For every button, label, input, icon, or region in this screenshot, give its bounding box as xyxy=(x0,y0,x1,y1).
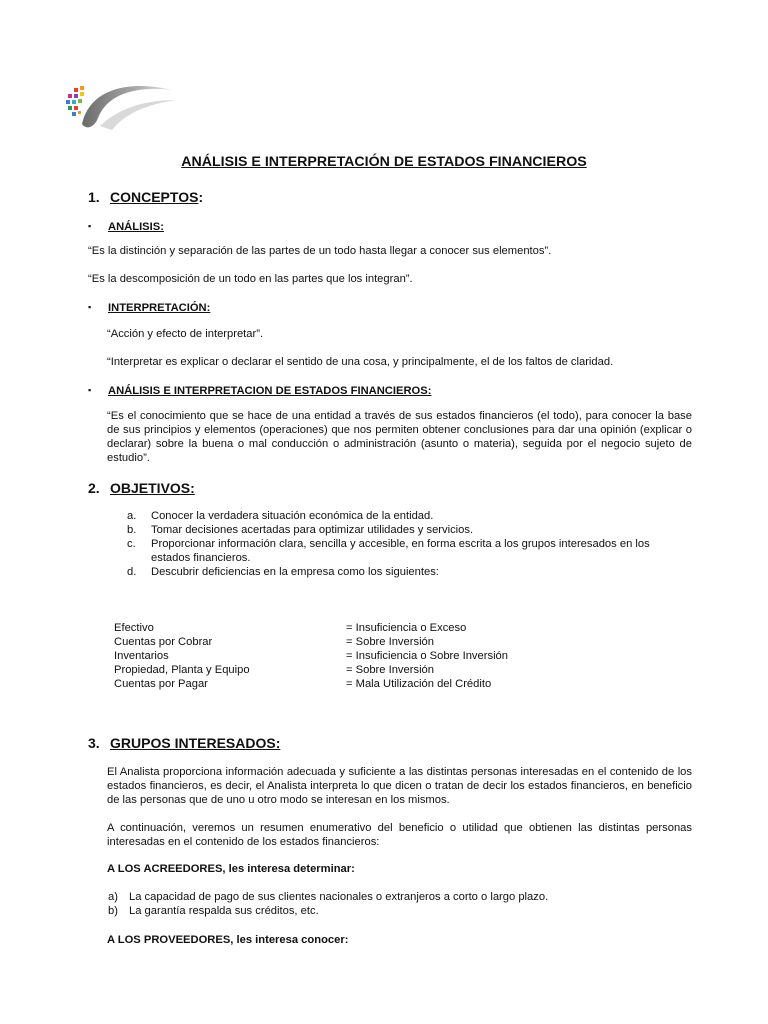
table-row xyxy=(114,649,534,663)
result-cell: = Sobre Inversión xyxy=(346,664,434,676)
section-1-number: 1. xyxy=(88,189,100,205)
section-3-number: 3. xyxy=(88,735,100,751)
list-item: d. Descubrir deficiencias en la empresa como los siguientes: xyxy=(127,566,439,578)
result-cell: = Insuficiencia o Sobre Inversión xyxy=(346,650,509,662)
grupos-paragraph-2: A continuación, veremos un resumen enumerativo del beneficio o utilidad que obtienen las distintas personas interesadas en el contenido de los estados financieros: xyxy=(107,822,692,848)
interpretacion-heading xyxy=(88,300,210,315)
bullet-icon: ▪ xyxy=(88,385,92,395)
aie-label: ANÁLISIS E INTERPRETACION DE ESTADOS FINANCIEROS: xyxy=(108,385,432,397)
objetivos-list xyxy=(127,509,650,579)
analisis-definition-2: “Es la descomposición de un todo en las partes que los integran”. xyxy=(88,273,413,285)
result-cell: = Sobre Inversión xyxy=(346,636,434,648)
list-item: b. Tomar decisiones acertadas para optimizar utilidades y servicios. xyxy=(127,524,474,536)
section-1-heading xyxy=(88,188,203,206)
account-cell: Inventarios xyxy=(114,650,169,662)
section-3-title: GRUPOS INTERESADOS: xyxy=(110,735,281,751)
aie-definition: “Es el conocimiento que se hace de una entidad a través de sus estados financieros (el todo), para conocer la base de sus principios y elementos (operaciones) que nos permiten obtener conclusiones para dar una opinión (explicar o declarar) sobre la buena o mal conducción o administración (asunto o materia), seguida por el negocio sujeto de estudio”. xyxy=(107,410,692,464)
section-3-heading xyxy=(88,734,280,752)
section-1-title: CONCEPTOS xyxy=(110,189,199,205)
section-2-number: 2. xyxy=(88,480,100,496)
interpretacion-definition-1: “Acción y efecto de interpretar”. xyxy=(107,328,264,340)
result-cell: = Mala Utilización del Crédito xyxy=(346,678,492,690)
company-logo xyxy=(60,78,180,134)
acreedores-list xyxy=(108,890,548,918)
table-row xyxy=(114,621,534,635)
analisis-heading xyxy=(88,219,164,234)
account-cell: Propiedad, Planta y Equipo xyxy=(114,664,250,676)
section-1-colon: : xyxy=(198,189,204,205)
section-2-title: OBJETIVOS: xyxy=(110,480,195,496)
grupos-paragraph-1: El Analista proporciona información adecuada y suficiente a las distintas personas interesadas en el contenido de los estados financieros, es decir, el Analista interpreta lo que dicen o tratan de decir los estados financieros, en beneficio de las personas que de uno u otro modo se interesan en los mismos. xyxy=(107,766,692,806)
table-row xyxy=(114,663,534,677)
interpretacion-definition-2: “Interpretar es explicar o declarar el sentido de una cosa, y principalmente, el de los faltos de claridad. xyxy=(107,356,614,368)
analisis-definition-1: “Es la distinción y separación de las partes de un todo hasta llegar a conocer sus elementos”. xyxy=(88,245,552,257)
list-item: b) La garantía respalda sus créditos, etc. xyxy=(108,905,319,917)
list-item: a) La capacidad de pago de sus clientes nacionales o extranjeros a corto o largo plazo. xyxy=(108,891,549,903)
interpretacion-label: INTERPRETACIÓN: xyxy=(108,302,211,314)
deficiencias-table xyxy=(114,621,534,693)
list-item: a. Conocer la verdadera situación económica de la entidad. xyxy=(127,510,434,522)
table-row xyxy=(114,677,534,691)
section-2-heading xyxy=(88,479,195,497)
acreedores-heading: A LOS ACREEDORES, les interesa determinar: xyxy=(107,863,355,875)
proveedores-heading: A LOS PROVEEDORES, les interesa conocer: xyxy=(107,934,349,946)
account-cell: Cuentas por Pagar xyxy=(114,678,208,690)
list-item: c. Proporcionar información clara, sencilla y accesible, en forma escrita a los grupos interesados en los xyxy=(127,538,650,550)
analisis-label: ANÁLISIS: xyxy=(108,221,164,233)
aie-heading xyxy=(88,383,431,398)
table-row xyxy=(114,635,534,649)
account-cell: Cuentas por Cobrar xyxy=(114,636,213,648)
account-cell: Efectivo xyxy=(114,622,154,634)
bullet-icon: ▪ xyxy=(88,302,92,312)
list-item: estados financieros. xyxy=(151,552,251,564)
result-cell: = Insuficiencia o Exceso xyxy=(346,622,467,634)
document-title: ANÁLISIS E INTERPRETACIÓN DE ESTADOS FINANCIEROS xyxy=(181,154,587,170)
bullet-icon: ▪ xyxy=(88,221,92,231)
